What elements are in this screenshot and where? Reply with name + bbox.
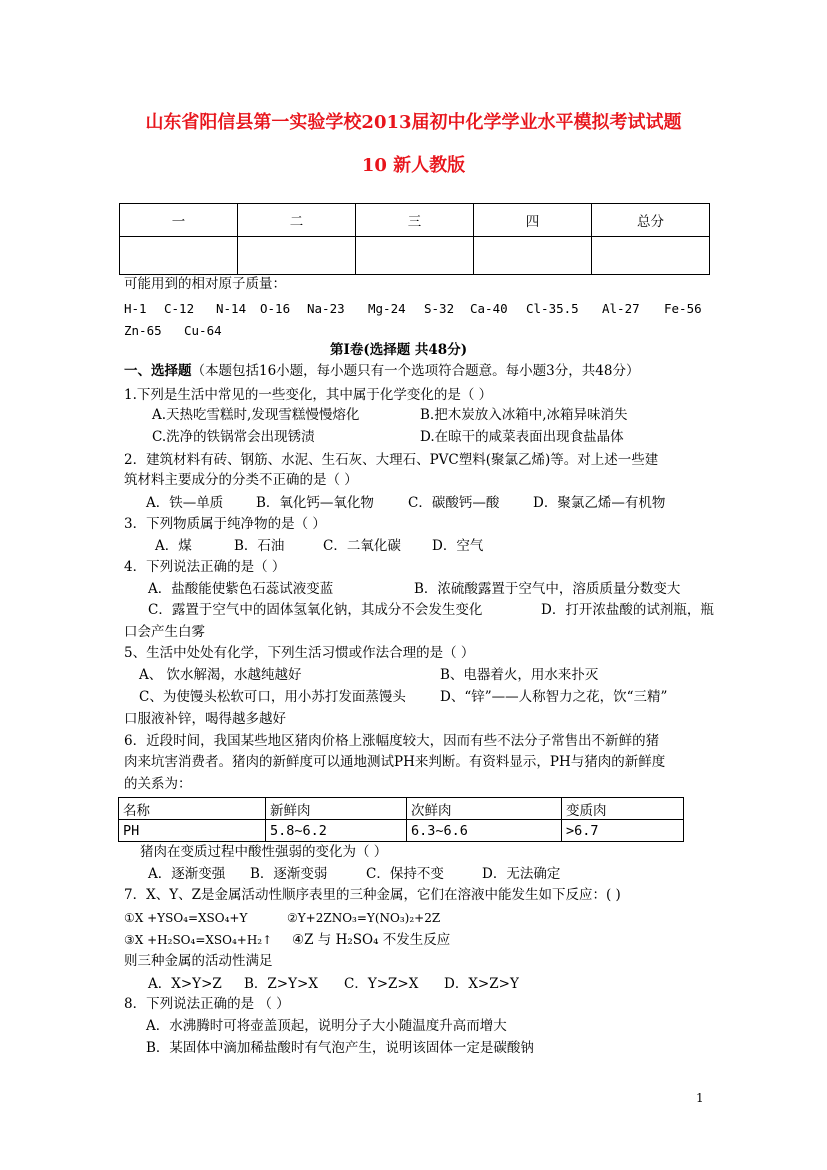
q6-stem-line3: 的关系为： <box>124 776 192 792</box>
score-cell-1[interactable] <box>120 237 238 275</box>
element-c: C-12 <box>164 301 195 316</box>
section1-label: 一、选择题 <box>124 363 192 379</box>
q3-option-a: A．煤 <box>155 538 192 554</box>
q4-option-a: A．盐酸能使紫色石蕊试液变蓝 <box>148 581 334 597</box>
q7-option-d: D．X>Z>Y <box>444 976 519 992</box>
ph-value-fresh: 5.8~6.2 <box>266 820 407 842</box>
q3-option-d: D．空气 <box>432 538 484 554</box>
score-header-3: 三 <box>356 204 474 237</box>
q8-option-b: B．某固体中滴加稀盐酸时有气泡产生，说明该固体一定是碳酸钠 <box>146 1040 534 1056</box>
q4-option-b: B．浓硫酸露置于空气中，溶质质量分数变大 <box>414 581 681 597</box>
ph-header-fresh: 新鲜肉 <box>266 798 407 820</box>
q3-stem: 3．下列物质属于纯净物的是（ ） <box>124 516 326 532</box>
q7-reaction-4: ④Z 与 H₂SO₄ 不发生反应 <box>292 932 451 948</box>
element-cu: Cu-64 <box>184 323 222 338</box>
element-ca: Ca-40 <box>470 301 508 316</box>
page-number: 1 <box>696 1091 704 1105</box>
q6-option-a: A．逐渐变强 <box>148 866 226 882</box>
element-na: Na-23 <box>307 301 345 316</box>
q7-reaction-3: ③X +H₂SO₄=XSO₄+H₂↑ <box>124 933 273 947</box>
element-zn: Zn-65 <box>124 323 162 338</box>
section1-heading <box>124 362 639 380</box>
score-cell-4[interactable] <box>474 237 592 275</box>
q8-stem: 8．下列说法正确的是 （ ） <box>124 996 290 1012</box>
q8-option-a: A．水沸腾时可将壶盖顶起，说明分子大小随温度升高而增大 <box>146 1018 507 1034</box>
ph-freshness-table <box>118 797 684 842</box>
q5-option-d: D、“锌”——人称智力之花，饮“三精” <box>440 689 668 705</box>
q1-stem: 1.下列是生活中常见的一些变化，其中属于化学变化的是（ ） <box>124 387 493 403</box>
ph-header-less-fresh: 次鲜肉 <box>407 798 562 820</box>
score-header-1: 一 <box>120 204 238 237</box>
score-header-4: 四 <box>474 204 592 237</box>
q6-stem-line2: 肉来坑害消费者。猪肉的新鲜度可以通地测试PH来判断。有资料显示，PH与猪肉的新鲜度 <box>124 754 666 770</box>
q6-option-d: D．无法确定 <box>482 866 561 882</box>
q7-option-c: C．Y>Z>X <box>344 976 419 992</box>
q6-question: 猪肉在变质过程中酸性强弱的变化为（ ） <box>140 844 388 860</box>
ph-header-name: 名称 <box>119 798 266 820</box>
q5-option-a: A、 饮水解渴，水越纯越好 <box>139 667 302 683</box>
q2-stem-line2: 筑材料主要成分的分类不正确的是（ ） <box>124 472 358 488</box>
q3-option-b: B．石油 <box>234 538 285 554</box>
q5-option-d-cont: 口服液补锌，喝得越多越好 <box>124 711 286 727</box>
element-mg: Mg-24 <box>368 301 406 316</box>
document-title-line2: 10 新人教版 <box>361 155 466 176</box>
q2-option-d: D．聚氯乙烯—有机物 <box>533 495 666 511</box>
q2-option-c: C．碳酸钙—酸 <box>408 495 500 511</box>
atomic-mass-label: 可能用到的相对原子质量： <box>124 276 286 292</box>
q7-option-a: A．X>Y>Z <box>148 976 222 992</box>
document-title-line1: 山东省阳信县第一实验学校2013届初中化学学业水平模拟考试试题 <box>145 112 682 133</box>
q3-option-c: C．二氧化碳 <box>323 538 401 554</box>
element-cl: Cl-35.5 <box>526 301 579 316</box>
q7-reaction-1: ①X +YSO₄=XSO₄+Y <box>124 911 248 925</box>
element-o: O-16 <box>260 301 291 316</box>
q5-stem: 5、生活中处处有化学，下列生活习惯或作法合理的是（ ） <box>124 645 475 661</box>
ph-value-less-fresh: 6.3~6.6 <box>407 820 562 842</box>
score-cell-total[interactable] <box>592 237 710 275</box>
q4-option-d-cont: 口会产生白雾 <box>124 624 205 640</box>
element-h: H-1 <box>124 301 147 316</box>
q6-stem-line1: 6．近段时间，我国某些地区猪肉价格上涨幅度较大，因而有些不法分子常售出不新鲜的猪 <box>124 733 660 749</box>
q2-stem-line1: 2．建筑材料有砖、钢筋、水泥、生石灰、大理石、PVC塑料(聚氯乙烯)等。对上述一些建 <box>124 452 659 468</box>
score-table <box>119 203 710 275</box>
ph-row-label: PH <box>119 820 266 842</box>
q1-option-d: D.在晾干的咸菜表面出现食盐晶体 <box>420 429 624 445</box>
score-header-total: 总分 <box>592 204 710 237</box>
q7-conclusion: 则三种金属的活动性满足 <box>124 953 273 969</box>
q1-option-a: A.天热吃雪糕时,发现雪糕慢慢熔化 <box>152 407 360 423</box>
score-cell-2[interactable] <box>238 237 356 275</box>
q5-option-b: B、电器着火，用水来扑灭 <box>440 667 599 683</box>
score-cell-3[interactable] <box>356 237 474 275</box>
element-al: Al-27 <box>602 301 640 316</box>
section1-desc: （本题包括16小题，每小题只有一个选项符合题意。每小题3分，共48分） <box>191 363 640 379</box>
q1-option-c: C.洗净的铁锅常会出现锈渍 <box>152 429 315 445</box>
q7-reaction-2: ②Y+2ZNO₃=Y(NO₃)₂+2Z <box>287 911 441 925</box>
score-header-2: 二 <box>238 204 356 237</box>
q1-option-b: B.把木炭放入冰箱中,冰箱异味消失 <box>420 407 628 423</box>
q2-option-a: A．铁—单质 <box>146 495 224 511</box>
q2-option-b: B．氧化钙—氧化物 <box>256 495 374 511</box>
q5-option-c: C、为使馒头松软可口，用小苏打发面蒸馒头 <box>139 689 406 705</box>
ph-value-spoiled: >6.7 <box>562 820 684 842</box>
q4-option-d: D．打开浓盐酸的试剂瓶，瓶 <box>541 602 714 618</box>
ph-header-spoiled: 变质肉 <box>562 798 684 820</box>
q6-option-c: C．保持不变 <box>366 866 444 882</box>
element-fe: Fe-56 <box>664 301 702 316</box>
element-s: S-32 <box>424 301 455 316</box>
q4-stem: 4．下列说法正确的是（ ） <box>124 559 286 575</box>
q7-option-b: B．Z>Y>X <box>244 976 318 992</box>
q4-option-c: C．露置于空气中的固体氢氧化钠，其成分不会发生变化 <box>148 602 483 618</box>
q7-stem: 7．X、Y、Z是金属活动性顺序表里的三种金属，它们在溶液中能发生如下反应：( ) <box>124 887 621 903</box>
element-n: N-14 <box>216 301 247 316</box>
q6-option-b: B．逐渐变弱 <box>250 866 328 882</box>
part1-heading: 第Ⅰ卷(选择题 共48分) <box>330 342 468 358</box>
